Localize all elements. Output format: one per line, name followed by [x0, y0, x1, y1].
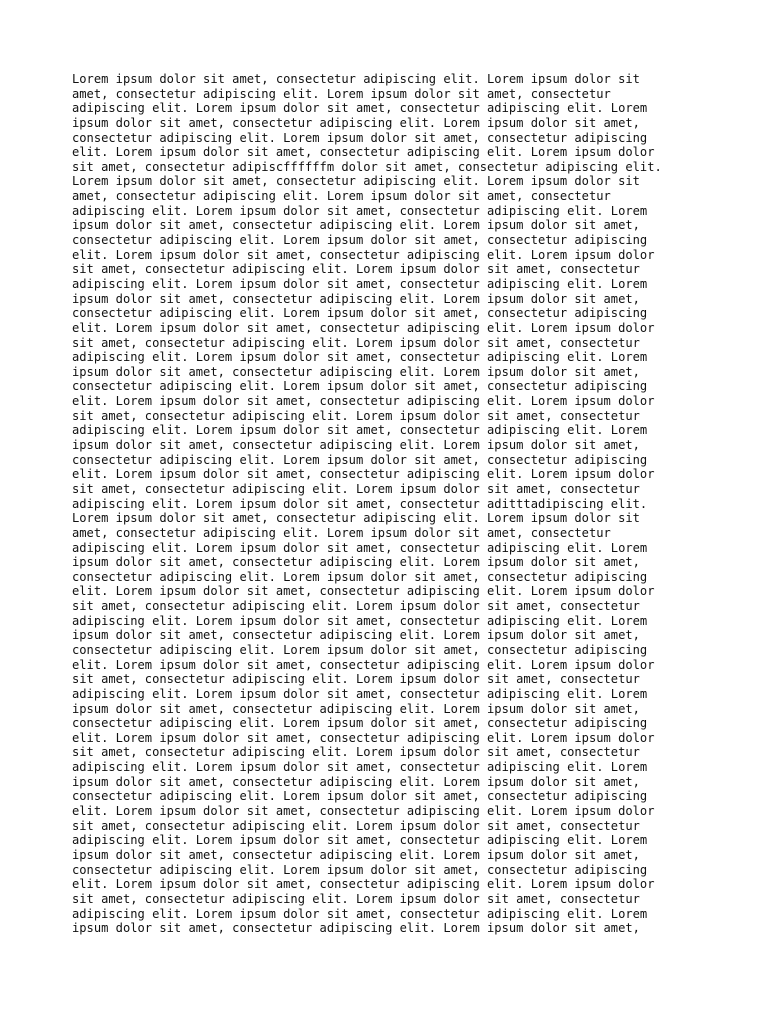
text-line: sit amet, consectetur adipiscing elit. Lorem ipsum dolor sit amet, consectetur: [72, 599, 640, 614]
text-line: amet, consectetur adipiscing elit. Lorem ipsum dolor sit amet, consectetur: [72, 86, 611, 101]
text-line: adipiscing elit. Lorem ipsum dolor sit amet, consectetur adipiscing elit. Lorem: [72, 833, 648, 848]
text-line: amet, consectetur adipiscing elit. Lorem ipsum dolor sit amet, consectetur: [72, 189, 611, 204]
text-line: elit. Lorem ipsum dolor sit amet, consectetur adipiscing elit. Lorem ipsum dolor: [72, 394, 655, 409]
text-line: sit amet, consectetur adipiscing elit. Lorem ipsum dolor sit amet, consectetur: [72, 481, 640, 496]
text-line: consectetur adipiscing elit. Lorem ipsum dolor sit amet, consectetur adipiscing: [72, 130, 648, 145]
text-line: consectetur adipiscing elit. Lorem ipsum dolor sit amet, consectetur adipiscing: [72, 233, 648, 248]
text-line: adipiscing elit. Lorem ipsum dolor sit amet, consectetur adipiscing elit. Lorem: [72, 101, 648, 116]
text-line: adipiscing elit. Lorem ipsum dolor sit amet, consectetur adipiscing elit. Lorem: [72, 203, 648, 218]
text-line: consectetur adipiscing elit. Lorem ipsum dolor sit amet, consectetur adipiscing: [72, 452, 648, 467]
text-line: elit. Lorem ipsum dolor sit amet, consectetur adipiscing elit. Lorem ipsum dolor: [72, 584, 655, 599]
text-line: elit. Lorem ipsum dolor sit amet, consectetur adipiscing elit. Lorem ipsum dolor: [72, 467, 655, 482]
text-line: ipsum dolor sit amet, consectetur adipiscing elit. Lorem ipsum dolor sit amet,: [72, 364, 640, 379]
text-line: ipsum dolor sit amet, consectetur adipiscing elit. Lorem ipsum dolor sit amet,: [72, 555, 640, 570]
text-line: elit. Lorem ipsum dolor sit amet, consectetur adipiscing elit. Lorem ipsum dolor: [72, 730, 655, 745]
text-line: sit amet, consectetur adipiscing elit. Lorem ipsum dolor sit amet, consectetur: [72, 262, 640, 277]
text-line: consectetur adipiscing elit. Lorem ipsum dolor sit amet, consectetur adipiscing: [72, 862, 648, 877]
text-line: elit. Lorem ipsum dolor sit amet, consectetur adipiscing elit. Lorem ipsum dolor: [72, 877, 655, 892]
text-line: elit. Lorem ipsum dolor sit amet, consectetur adipiscing elit. Lorem ipsum dolor: [72, 247, 655, 262]
text-line: consectetur adipiscing elit. Lorem ipsum dolor sit amet, consectetur adipiscing: [72, 789, 648, 804]
text-line: adipiscing elit. Lorem ipsum dolor sit amet, consectetur adipiscing elit. Lorem: [72, 686, 648, 701]
text-line: sit amet, consectetur adipiscffffffm dolor sit amet, consectetur adipiscing elit.: [72, 159, 662, 174]
text-line: elit. Lorem ipsum dolor sit amet, consectetur adipiscing elit. Lorem ipsum dolor: [72, 804, 655, 819]
text-line: amet, consectetur adipiscing elit. Lorem ipsum dolor sit amet, consectetur: [72, 525, 611, 540]
text-line: adipiscing elit. Lorem ipsum dolor sit amet, consectetur adipiscing elit. Lorem: [72, 760, 648, 775]
text-line: sit amet, consectetur adipiscing elit. Lorem ipsum dolor sit amet, consectetur: [72, 408, 640, 423]
text-line: ipsum dolor sit amet, consectetur adipiscing elit. Lorem ipsum dolor sit amet,: [72, 774, 640, 789]
text-line: ipsum dolor sit amet, consectetur adipiscing elit. Lorem ipsum dolor sit amet,: [72, 921, 640, 936]
text-line: elit. Lorem ipsum dolor sit amet, consectetur adipiscing elit. Lorem ipsum dolor: [72, 145, 655, 160]
text-line: sit amet, consectetur adipiscing elit. Lorem ipsum dolor sit amet, consectetur: [72, 818, 640, 833]
text-line: sit amet, consectetur adipiscing elit. Lorem ipsum dolor sit amet, consectetur: [72, 335, 640, 350]
text-line: adipiscing elit. Lorem ipsum dolor sit amet, consectetur adipiscing elit. Lorem: [72, 423, 648, 438]
text-line: adipiscing elit. Lorem ipsum dolor sit amet, consectetur adipiscing elit. Lorem: [72, 613, 648, 628]
text-line: consectetur adipiscing elit. Lorem ipsum dolor sit amet, consectetur adipiscing: [72, 716, 648, 731]
text-line: ipsum dolor sit amet, consectetur adipiscing elit. Lorem ipsum dolor sit amet,: [72, 438, 640, 453]
body-text: [72, 72, 712, 936]
text-line: sit amet, consectetur adipiscing elit. Lorem ipsum dolor sit amet, consectetur: [72, 891, 640, 906]
text-line: consectetur adipiscing elit. Lorem ipsum dolor sit amet, consectetur adipiscing: [72, 379, 648, 394]
text-line: adipiscing elit. Lorem ipsum dolor sit amet, consectetur aditttadipiscing elit.: [72, 496, 648, 511]
text-line: sit amet, consectetur adipiscing elit. Lorem ipsum dolor sit amet, consectetur: [72, 745, 640, 760]
text-line: ipsum dolor sit amet, consectetur adipiscing elit. Lorem ipsum dolor sit amet,: [72, 701, 640, 716]
text-line: consectetur adipiscing elit. Lorem ipsum dolor sit amet, consectetur adipiscing: [72, 569, 648, 584]
text-line: ipsum dolor sit amet, consectetur adipiscing elit. Lorem ipsum dolor sit amet,: [72, 628, 640, 643]
text-line: ipsum dolor sit amet, consectetur adipiscing elit. Lorem ipsum dolor sit amet,: [72, 847, 640, 862]
text-line: adipiscing elit. Lorem ipsum dolor sit amet, consectetur adipiscing elit. Lorem: [72, 906, 648, 921]
text-line: elit. Lorem ipsum dolor sit amet, consectetur adipiscing elit. Lorem ipsum dolor: [72, 657, 655, 672]
text-line: sit amet, consectetur adipiscing elit. Lorem ipsum dolor sit amet, consectetur: [72, 672, 640, 687]
text-line: adipiscing elit. Lorem ipsum dolor sit amet, consectetur adipiscing elit. Lorem: [72, 276, 648, 291]
text-line: consectetur adipiscing elit. Lorem ipsum dolor sit amet, consectetur adipiscing: [72, 306, 648, 321]
text-line: consectetur adipiscing elit. Lorem ipsum dolor sit amet, consectetur adipiscing: [72, 642, 648, 657]
text-line: Lorem ipsum dolor sit amet, consectetur adipiscing elit. Lorem ipsum dolor sit: [72, 174, 640, 189]
text-line: ipsum dolor sit amet, consectetur adipiscing elit. Lorem ipsum dolor sit amet,: [72, 115, 640, 130]
text-line: Lorem ipsum dolor sit amet, consectetur adipiscing elit. Lorem ipsum dolor sit: [72, 511, 640, 526]
text-line: ipsum dolor sit amet, consectetur adipiscing elit. Lorem ipsum dolor sit amet,: [72, 291, 640, 306]
text-line: adipiscing elit. Lorem ipsum dolor sit amet, consectetur adipiscing elit. Lorem: [72, 540, 648, 555]
text-line: adipiscing elit. Lorem ipsum dolor sit amet, consectetur adipiscing elit. Lorem: [72, 350, 648, 365]
text-line: ipsum dolor sit amet, consectetur adipiscing elit. Lorem ipsum dolor sit amet,: [72, 218, 640, 233]
text-line: elit. Lorem ipsum dolor sit amet, consectetur adipiscing elit. Lorem ipsum dolor: [72, 320, 655, 335]
text-line: Lorem ipsum dolor sit amet, consectetur adipiscing elit. Lorem ipsum dolor sit: [72, 72, 640, 86]
